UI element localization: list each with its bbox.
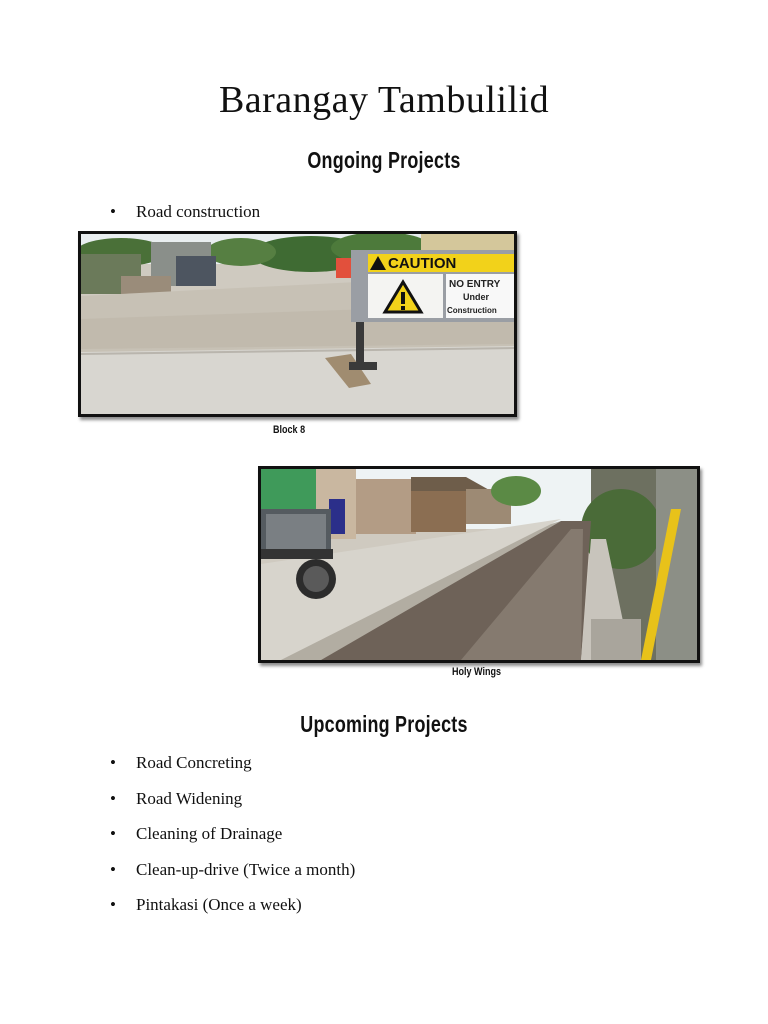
upcoming-projects-heading: Upcoming Projects (300, 711, 468, 737)
road-construction-image (81, 234, 514, 414)
list-item: • Pintakasi (Once a week) (110, 895, 355, 931)
ongoing-projects-heading: Ongoing Projects (307, 147, 461, 173)
svg-text:NO ENTRY: NO ENTRY (449, 279, 501, 290)
svg-text:Construction: Construction (447, 306, 497, 315)
list-item: • Road Widening (110, 789, 355, 825)
page-title: Barangay Tambulilid (218, 79, 550, 121)
caution-sign-text: CAUTION (388, 255, 457, 272)
block-8-caption: Block 8 (273, 424, 306, 436)
list-item: • Clean-up-drive (Twice a month) (110, 860, 355, 896)
svg-text:Under: Under (463, 292, 490, 302)
upcoming-projects-list (110, 753, 355, 931)
holy-wings-road-photo (258, 466, 700, 663)
list-item: • Cleaning of Drainage (110, 824, 355, 860)
holy-wings-street-image (261, 469, 697, 660)
holy-wings-caption: Holy Wings (452, 666, 502, 678)
list-item: • Road Concreting (110, 753, 355, 789)
list-item: • Road construction (110, 202, 260, 238)
block-8-road-photo (78, 231, 517, 417)
